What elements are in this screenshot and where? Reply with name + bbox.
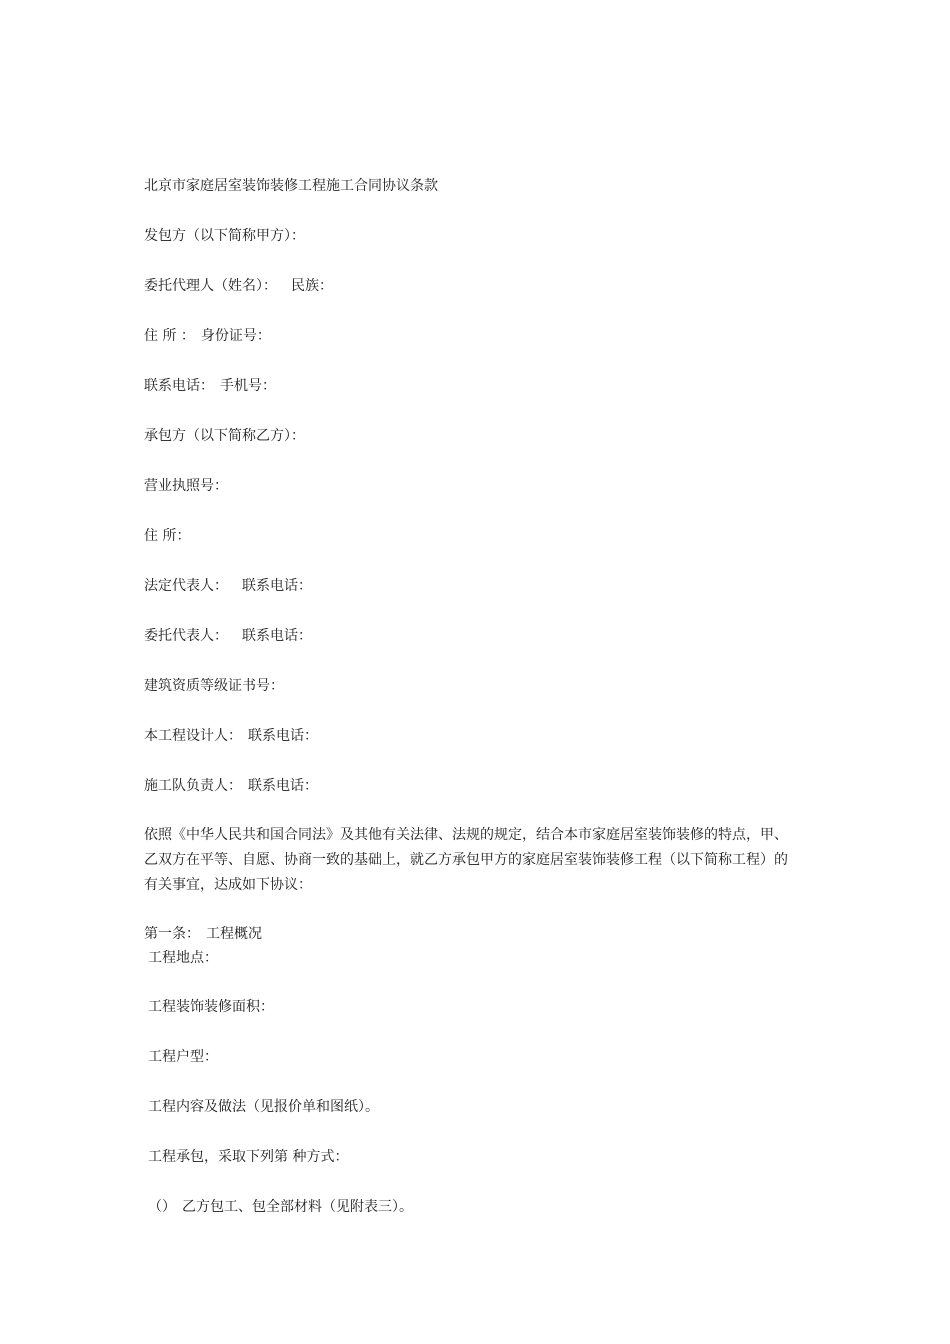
legal-rep-row <box>144 576 312 596</box>
designer-row <box>144 726 318 746</box>
preamble-paragraph <box>144 823 814 898</box>
preamble-line: 依照《中华人民共和国合同法》及其他有关法律、法规的规定，结合本市家庭居室装饰装修的特点，甲、 <box>144 827 788 843</box>
article-1-title: 工程概况 <box>206 926 262 942</box>
address-b-label: 住 所： <box>144 528 191 544</box>
option-text: 乙方包工、包全部材料（见附表三）。 <box>182 1199 413 1215</box>
party-b-label: 承包方（以下简称乙方）： <box>144 428 305 444</box>
article-1-heading-row <box>144 924 262 944</box>
layout-label: 工程户型： <box>148 1049 218 1065</box>
mobile-label: 手机号： <box>220 378 276 394</box>
team-leader-label: 施工队负责人： <box>144 778 242 794</box>
designer-phone-label: 联系电话： <box>248 728 318 744</box>
site-label: 工程地点： <box>148 950 218 966</box>
entrusted-rep-row <box>144 626 312 646</box>
agent-row <box>144 276 333 296</box>
agent-ethnicity-label: 民族： <box>291 278 333 294</box>
contract-mode-label: 工程承包，采取下列第 种方式： <box>148 1149 349 1165</box>
legal-rep-phone-label: 联系电话： <box>242 578 312 594</box>
designer-label: 本工程设计人： <box>144 728 242 744</box>
content-label: 工程内容及做法（见报价单和图纸）。 <box>148 1099 379 1115</box>
document-title: 北京市家庭居室装饰装修工程施工合同协议条款 <box>144 178 438 194</box>
address-label: 住 所 ： <box>144 328 195 344</box>
area-label: 工程装饰装修面积： <box>148 999 274 1015</box>
qualification-label: 建筑资质等级证书号： <box>144 678 284 694</box>
team-leader-phone-label: 联系电话： <box>248 778 318 794</box>
address-row <box>144 326 271 346</box>
party-a-label: 发包方（以下简称甲方）： <box>144 228 305 244</box>
phone-label: 联系电话： <box>144 378 214 394</box>
entrusted-rep-phone-label: 联系电话： <box>242 628 312 644</box>
team-leader-row <box>144 776 318 796</box>
entrusted-rep-label: 委托代表人： <box>144 628 228 644</box>
preamble-line: 乙双方在平等、自愿、协商一致的基础上，就乙方承包甲方的家庭居室装饰装修工程（以下简称工程）的 <box>144 852 788 868</box>
legal-rep-label: 法定代表人： <box>144 578 228 594</box>
agent-name-label: 委托代理人（姓名）： <box>144 278 277 294</box>
option-bracket: （） <box>148 1199 176 1215</box>
license-label: 营业执照号： <box>144 478 228 494</box>
option-row <box>148 1197 413 1217</box>
phone-row <box>144 376 276 396</box>
id-number-label: 身份证号： <box>200 328 271 344</box>
article-1-number: 第一条： <box>144 926 200 942</box>
preamble-line: 有关事宜，达成如下协议： <box>144 877 312 893</box>
